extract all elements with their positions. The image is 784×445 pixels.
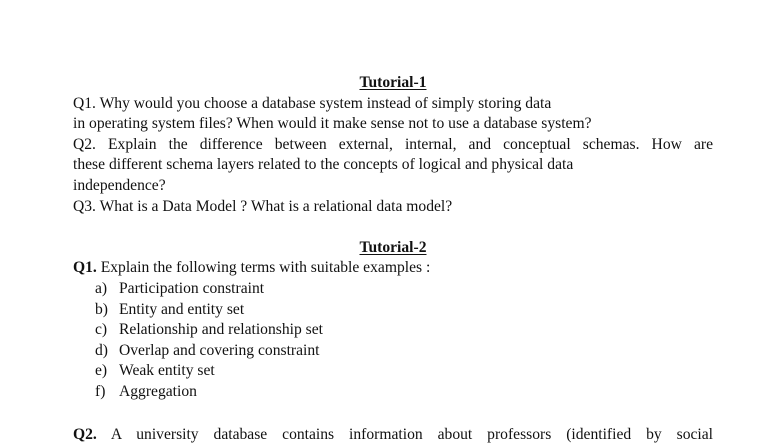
list-item [73,361,713,382]
q2-text: A university database contains information about professors (identified by social [111,426,713,443]
list-item-text: Participation constraint [119,279,264,300]
tutorial-1-line: these different schema layers related to the concepts of logical and physical data [73,155,713,176]
question-gap [73,414,713,425]
tutorial-1-line: Q3. What is a Data Model ? What is a relational data model? [73,197,713,218]
list-marker: e) [95,361,119,382]
list-item-text: Weak entity set [119,361,215,382]
tutorial-2-q1 [73,258,713,279]
list-marker: b) [95,300,119,321]
list-marker: f) [95,382,119,403]
tutorial-1-heading: Tutorial-1 [73,73,713,94]
document-page [73,73,713,445]
list-item [73,300,713,321]
tutorial-1-line: in operating system files? When would it make sense not to use a database system? [73,114,713,135]
tutorial-2-q2 [73,425,713,445]
list-item [73,320,713,341]
section-gap [73,217,713,238]
tutorial-1-line: Q1. Why would you choose a database system instead of simply storing data [73,94,713,115]
list-item-text: Overlap and covering constraint [119,341,319,362]
list-item [73,279,713,300]
list-item-text: Aggregation [119,382,197,403]
q1-label: Q1. [73,259,97,276]
list-item-text: Relationship and relationship set [119,320,323,341]
terms-list [73,279,713,403]
q2-label: Q2. [73,426,97,443]
list-marker: c) [95,320,119,341]
tutorial-2-heading: Tutorial-2 [73,238,713,259]
list-item [73,341,713,362]
tutorial-1-line: Q2. Explain the difference between external, internal, and conceptual schemas. How are [73,135,713,156]
q1-text: Explain the following terms with suitable examples : [101,259,431,276]
question-gap [73,403,713,414]
list-marker: a) [95,279,119,300]
list-item-text: Entity and entity set [119,300,244,321]
tutorial-1-line: independence? [73,176,713,197]
list-item [73,382,713,403]
list-marker: d) [95,341,119,362]
